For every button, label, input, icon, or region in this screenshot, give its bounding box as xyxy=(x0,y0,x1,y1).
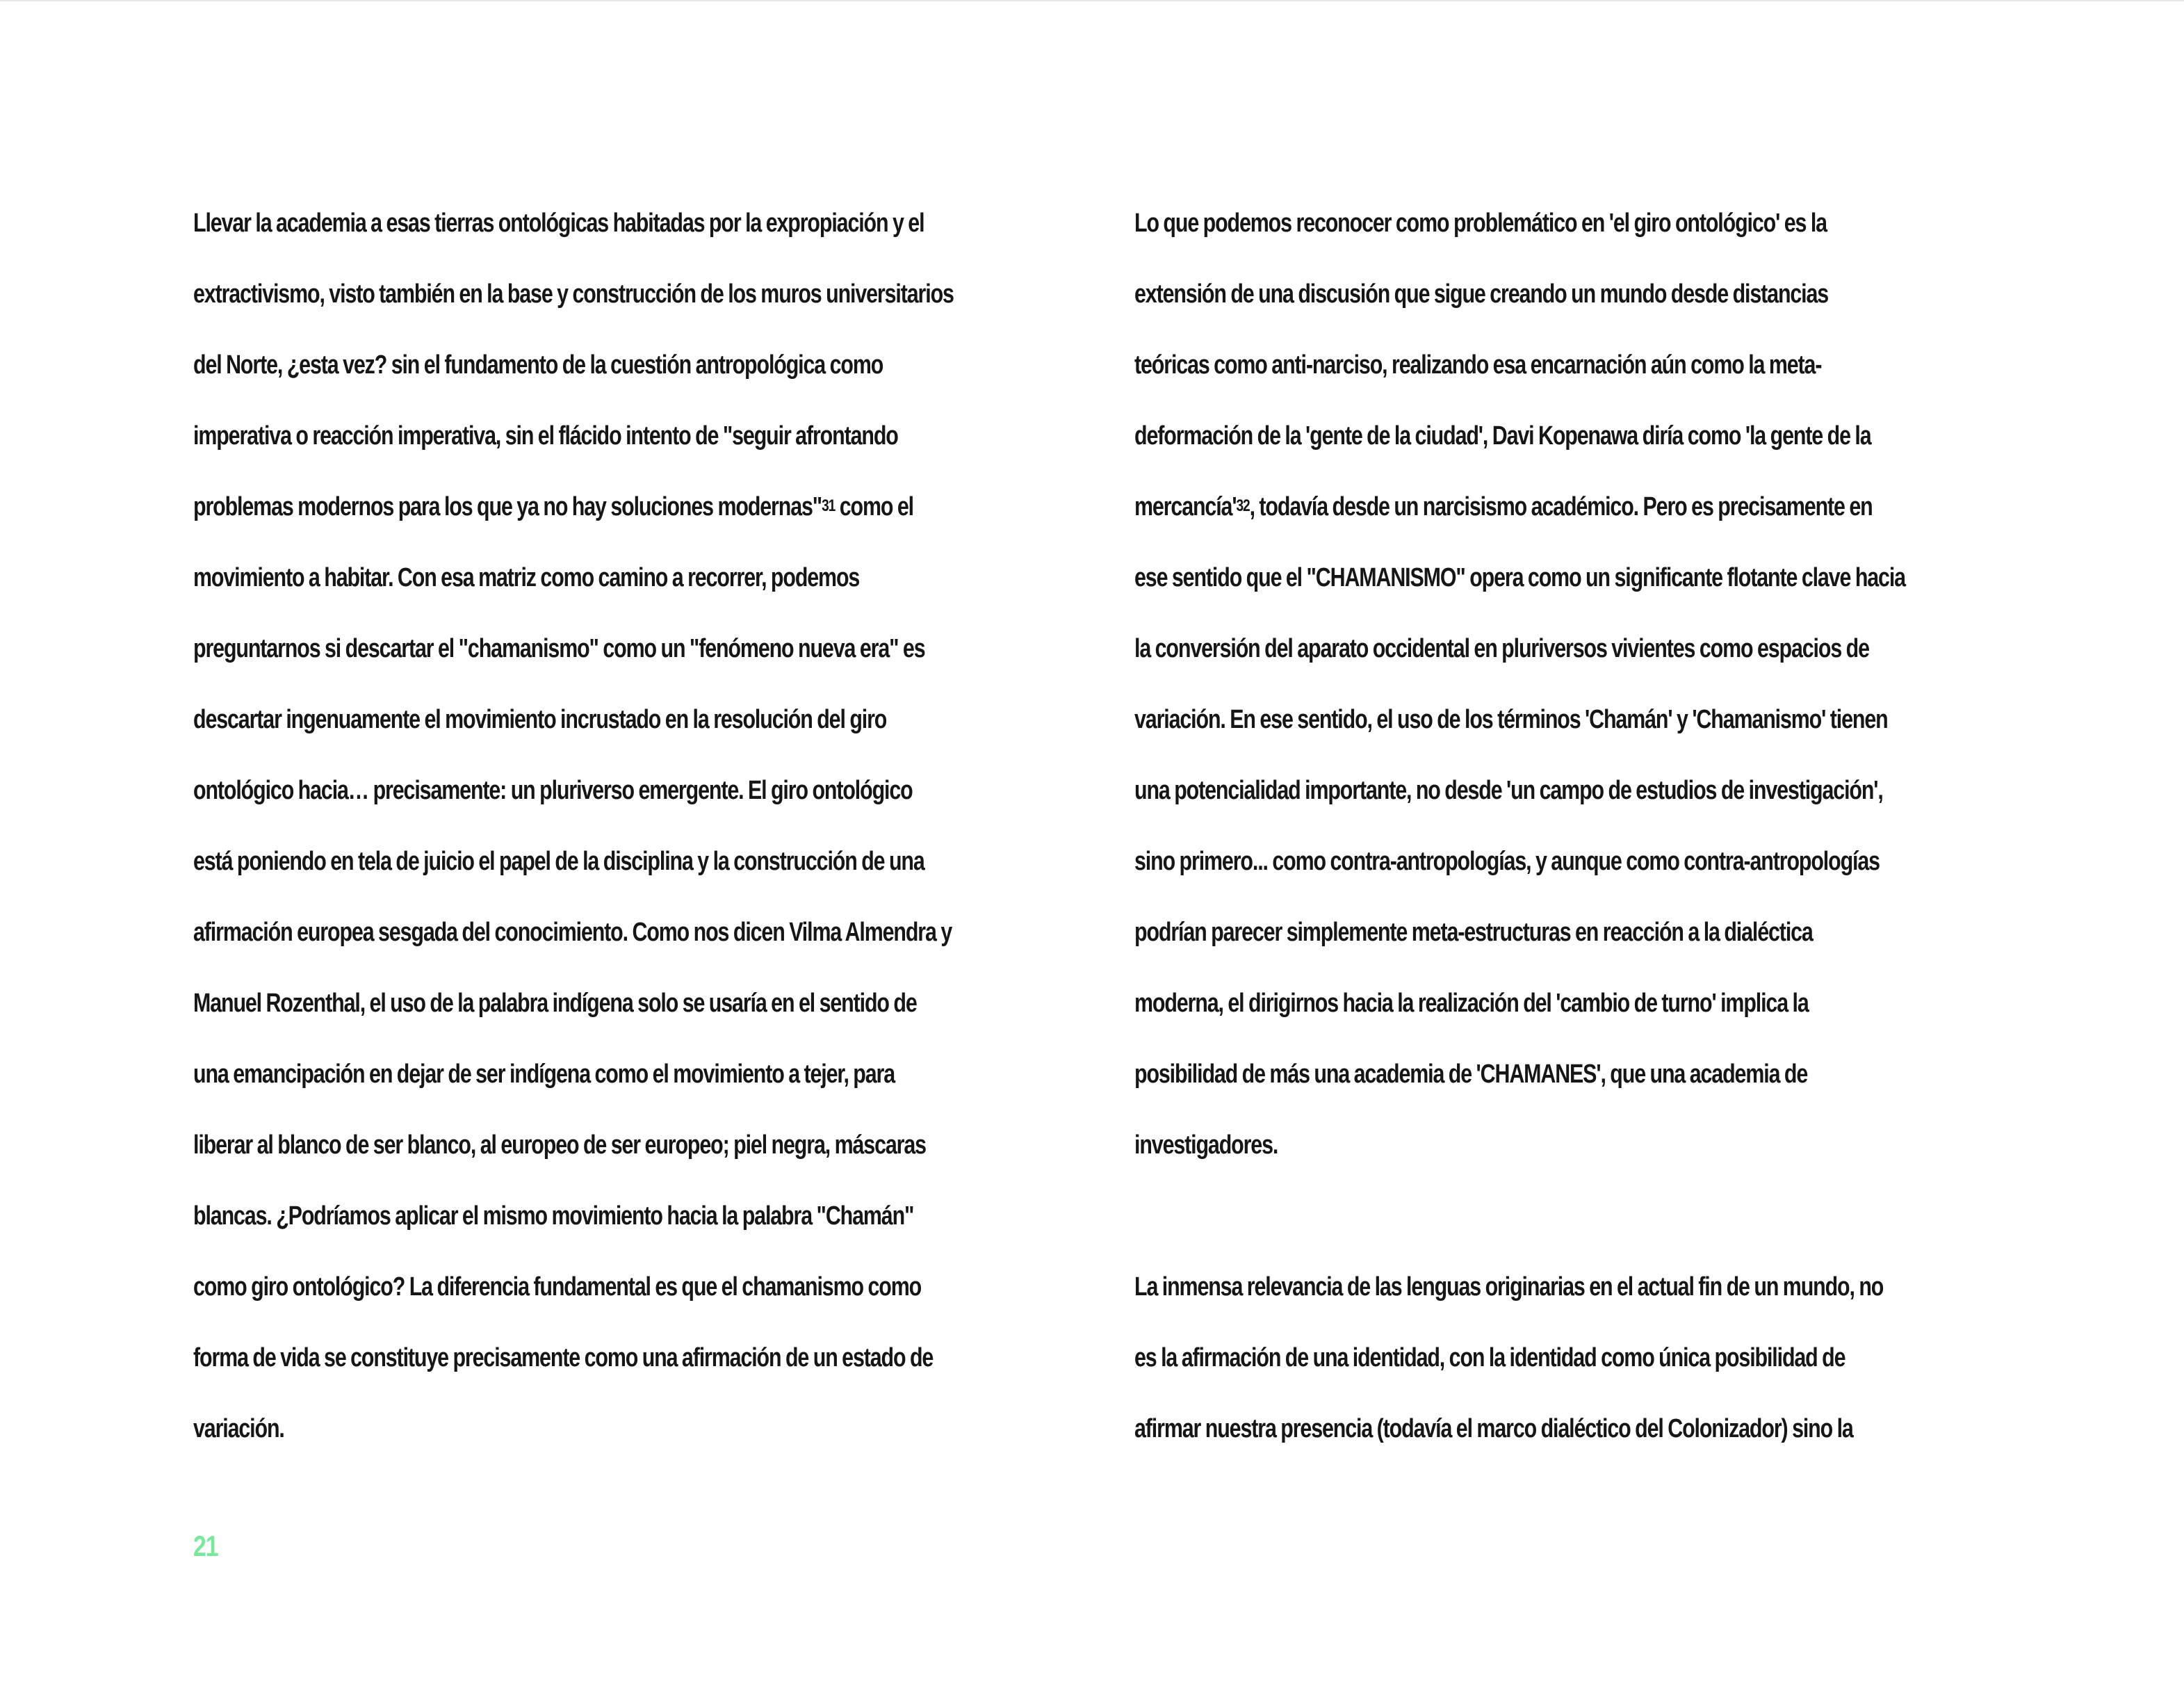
text-line: afirmar nuestra presencia (todavía el marco dialéctico del Colonizador) sino la xyxy=(1134,1414,1853,1443)
text-fragment: mercancía' xyxy=(1134,492,1237,521)
text-line: forma de vida se constituye precisamente como una afirmación de un estado de xyxy=(193,1343,934,1372)
left-text-column xyxy=(193,188,1038,1464)
text-line: blancas. ¿Podríamos aplicar el mismo movimiento hacia la palabra "Chamán" xyxy=(193,1201,914,1231)
text-line: extractivismo, visto también en la base y construcción de los muros universitarios xyxy=(193,279,954,309)
text-line: Manuel Rozenthal, el uso de la palabra indígena solo se usaría en el sentido de xyxy=(193,989,917,1018)
text-line: investigadores. xyxy=(1134,1130,1278,1160)
text-fragment: como el xyxy=(835,492,913,521)
text-line: imperativa o reacción imperativa, sin el flácido intento de "seguir afrontando xyxy=(193,421,898,451)
text-line: variación. En ese sentido, el uso de los términos 'Chamán' y 'Chamanismo' tienen xyxy=(1134,705,1888,734)
text-fragment: , todavía desde un narcisismo académico. Pero es precisamente en xyxy=(1249,492,1873,521)
text-line: una potencialidad importante, no desde 'un campo de estudios de investigación', xyxy=(1134,776,1883,805)
text-line: variación. xyxy=(193,1414,284,1443)
text-line: está poniendo en tela de juicio el papel de la disciplina y la construcción de una xyxy=(193,847,924,876)
text-line: como giro ontológico? La diferencia fundamental es que el chamanismo como xyxy=(193,1272,922,1302)
text-line: la conversión del aparato occidental en pluriversos vivientes como espacios de xyxy=(1134,634,1869,663)
text-line: deformación de la 'gente de la ciudad', Davi Kopenawa diría como 'la gente de la xyxy=(1134,421,1871,451)
paragraph-spacer xyxy=(1134,1181,2002,1251)
text-line: La inmensa relevancia de las lenguas originarias en el actual fin de un mundo, no xyxy=(1134,1272,1884,1302)
text-line: movimiento a habitar. Con esa matriz como camino a recorrer, podemos xyxy=(193,563,860,592)
text-line: sino primero... como contra-antropologías, y aunque como contra-antropologías xyxy=(1134,847,1880,876)
text-line: extensión de una discusión que sigue creando un mundo desde distancias xyxy=(1134,279,1829,309)
text-line: del Norte, ¿esta vez? sin el fundamento de la cuestión antropológica como xyxy=(193,350,883,380)
text-line: moderna, el dirigirnos hacia la realización del 'cambio de turno' implica la xyxy=(1134,989,1809,1018)
text-line: liberar al blanco de ser blanco, al europeo de ser europeo; piel negra, máscaras xyxy=(193,1130,926,1160)
text-line: es la afirmación de una identidad, con la identidad como única posibilidad de xyxy=(1134,1343,1845,1372)
text-fragment: problemas modernos para los que ya no hay soluciones modernas" xyxy=(193,492,822,521)
text-line-with-footnote xyxy=(1134,471,2002,542)
text-line: descartar ingenuamente el movimiento incrustado en la resolución del giro xyxy=(193,705,887,734)
text-line: Llevar la academia a esas tierras ontológicas habitadas por la expropiación y el xyxy=(193,209,924,238)
text-line-with-footnote xyxy=(193,471,1038,542)
text-line: podrían parecer simplemente meta-estructuras en reacción a la dialéctica xyxy=(1134,918,1813,947)
footnote-reference: 31 xyxy=(822,496,836,515)
paragraph xyxy=(1134,188,2002,1181)
text-line: ontológico hacia… precisamente: un pluriverso emergente. El giro ontológico xyxy=(193,776,913,805)
footnote-reference: 32 xyxy=(1236,496,1250,515)
text-line: afirmación europea sesgada del conocimiento. Como nos dicen Vilma Almendra y xyxy=(193,918,952,947)
text-line: Lo que podemos reconocer como problemático en 'el giro ontológico' es la xyxy=(1134,209,1827,238)
text-line: posibilidad de más una academia de 'CHAMANES', que una academia de xyxy=(1134,1060,1808,1089)
text-line: una emancipación en dejar de ser indígena como el movimiento a tejer, para xyxy=(193,1060,895,1089)
text-line: teóricas como anti-narciso, realizando esa encarnación aún como la meta- xyxy=(1134,350,1822,380)
page-number: 21 xyxy=(193,1530,218,1562)
paragraph xyxy=(1134,1251,2002,1464)
text-line: ese sentido que el "CHAMANISMO" opera como un significante flotante clave hacia xyxy=(1134,563,1905,592)
right-text-column xyxy=(1134,188,2002,1464)
text-line: preguntarnos si descartar el "chamanismo" como un "fenómeno nueva era" es xyxy=(193,634,925,663)
